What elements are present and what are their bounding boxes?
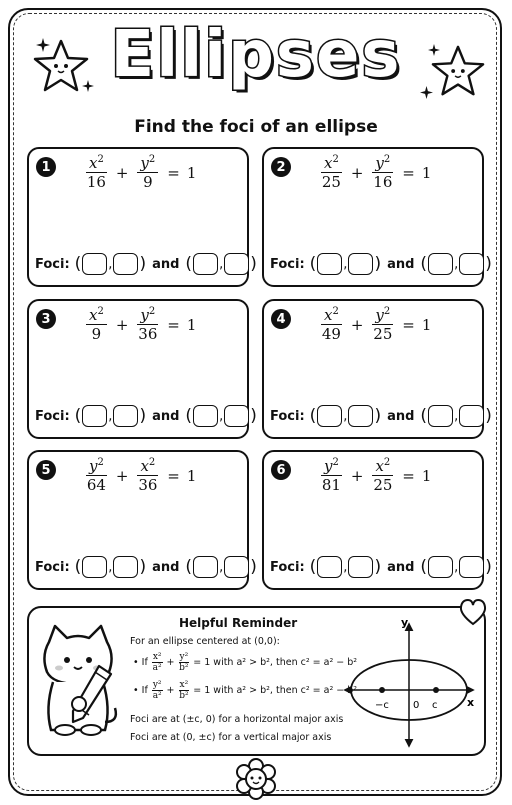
foci-label: Foci: <box>35 559 70 575</box>
problem-card <box>262 147 492 287</box>
answer-box[interactable] <box>82 253 107 275</box>
and-label: and <box>387 559 415 575</box>
answer-box[interactable] <box>224 556 249 578</box>
and-label: and <box>387 408 415 424</box>
fraction: $\frac{y^2}{9}$ <box>137 155 158 190</box>
answer-box[interactable] <box>113 556 138 578</box>
fraction: $\frac{x^2}{9}$ <box>86 307 107 342</box>
ellipse-equation: $\frac{x^2}{25}$ + $\frac{y^2}{16}$ = 1 <box>321 154 432 191</box>
page-title: Ellipses <box>110 18 402 92</box>
fraction: $\frac{y^2}{64}$ <box>86 457 106 494</box>
answer-box[interactable] <box>317 405 342 427</box>
fraction: $\frac{\text{x²}}{\text{b²}}$ <box>179 680 189 701</box>
problem-number: 2 <box>271 157 291 177</box>
equation-rhs: 1 <box>421 315 432 334</box>
and-label: and <box>152 256 180 272</box>
answer-box[interactable] <box>428 556 453 578</box>
fraction: $\frac{x^2}{16}$ <box>86 154 106 191</box>
foci-label: Foci: <box>270 408 305 424</box>
pencil-icon <box>69 664 113 726</box>
y-axis-label: y <box>401 616 409 629</box>
fraction: $\frac{x^2}{36}$ <box>138 457 158 494</box>
fraction: $\frac{y^2}{25}$ <box>373 306 393 343</box>
origin-label: 0 <box>413 700 420 711</box>
answer-box[interactable] <box>428 405 453 427</box>
ellipse-equation: $\frac{x^2}{16}$ + $\frac{y^2}{9}$ = 1 <box>86 154 197 191</box>
if-text: If <box>141 685 148 696</box>
reminder-rule-vertical: • If y² a² + $\frac{\text{x²}}{\text{b²}}$ = 1 with a² > b², then c² = a² − b² <box>133 680 358 701</box>
answer-box[interactable] <box>459 405 484 427</box>
fraction: $\frac{\text{y²}}{\text{b²}}$ <box>179 652 189 673</box>
fraction: x² a² <box>152 652 162 673</box>
reminder-title: Helpful Reminder <box>179 616 298 630</box>
foci-answer-row: Foci: ( , ) and ( , ) <box>35 557 257 577</box>
answer-box[interactable] <box>317 253 342 275</box>
equation-rhs: 1 <box>421 163 432 182</box>
foci-label: Foci: <box>35 256 70 272</box>
answer-box[interactable] <box>459 556 484 578</box>
ellipse-equation: $\frac{x^2}{49}$ + $\frac{y^2}{25}$ = 1 <box>321 306 432 343</box>
answer-box[interactable] <box>224 253 249 275</box>
fraction: $\frac{y^2}{81}$ <box>321 457 341 494</box>
problem-card <box>27 147 257 287</box>
page-subtitle: Find the foci of an ellipse <box>134 117 378 137</box>
and-label: and <box>152 559 180 575</box>
answer-box[interactable] <box>193 405 218 427</box>
problem-number: 3 <box>36 309 56 329</box>
fraction: $\frac{x^2}{25}$ <box>373 457 393 494</box>
rule-text: = 1 with a² > b², then c² = a² − b² <box>193 657 358 668</box>
problem-number: 1 <box>36 157 56 177</box>
foci-label: Foci: <box>270 559 305 575</box>
foci-answer-row: Foci: ( , ) and ( , ) <box>270 557 492 577</box>
helpful-reminder-box <box>27 606 486 756</box>
ellipse-equation: $\frac{y^2}{81}$ + $\frac{x^2}{25}$ = 1 <box>321 457 432 494</box>
rule-text: = 1 with a² > b², then c² = a² − b² <box>193 685 358 696</box>
foci-answer-row: Foci: ( , ) and ( , ) <box>35 406 257 426</box>
fraction: y² a² <box>152 680 162 701</box>
fraction: $\frac{x^2}{49}$ <box>321 306 341 343</box>
answer-box[interactable] <box>82 556 107 578</box>
and-label: and <box>152 408 180 424</box>
heart-icon <box>458 598 488 626</box>
reminder-intro: For an ellipse centered at (0,0): <box>130 636 280 647</box>
foci-label: Foci: <box>270 256 305 272</box>
answer-box[interactable] <box>348 405 373 427</box>
bullet: • <box>133 685 139 696</box>
equation-rhs: 1 <box>421 466 432 485</box>
problem-number: 5 <box>36 460 56 480</box>
answer-box[interactable] <box>348 253 373 275</box>
reminder-rule-horizontal: • If x² a² + $\frac{\text{y²}}{\text{b²}}$ = 1 with a² > b², then c² = a² − b² <box>133 652 358 673</box>
problem-number: 4 <box>271 309 291 329</box>
if-text: If <box>141 657 148 668</box>
problem-card <box>27 450 257 590</box>
answer-box[interactable] <box>348 556 373 578</box>
neg-c-label: −c <box>375 700 389 711</box>
fraction: $\frac{y^2}{16}$ <box>373 154 393 191</box>
answer-box[interactable] <box>428 253 453 275</box>
problem-card <box>262 450 492 590</box>
foci-answer-row: Foci: ( , ) and ( , ) <box>270 254 492 274</box>
foci-answer-row: Foci: ( , ) and ( , ) <box>270 406 492 426</box>
answer-box[interactable] <box>459 253 484 275</box>
and-label: and <box>387 256 415 272</box>
foci-answer-row: Foci: ( , ) and ( , ) <box>35 254 257 274</box>
answer-box[interactable] <box>224 405 249 427</box>
bullet: • <box>133 657 139 668</box>
problem-card <box>262 299 492 439</box>
equation-rhs: 1 <box>186 466 197 485</box>
reminder-vertical-foci: Foci are at (0, ±c) for a vertical major axis <box>130 732 332 743</box>
equation-rhs: 1 <box>186 163 197 182</box>
fraction: $\frac{y^2}{36}$ <box>138 306 158 343</box>
answer-box[interactable] <box>113 405 138 427</box>
ellipse-equation: $\frac{y^2}{64}$ + $\frac{x^2}{36}$ = 1 <box>86 457 197 494</box>
answer-box[interactable] <box>113 253 138 275</box>
x-axis-label: x <box>467 696 475 709</box>
ellipse-equation: $\frac{x^2}{9}$ + $\frac{y^2}{36}$ = 1 <box>84 307 196 342</box>
problem-number: 6 <box>271 460 291 480</box>
answer-box[interactable] <box>193 253 218 275</box>
answer-box[interactable] <box>317 556 342 578</box>
fraction: $\frac{x^2}{25}$ <box>321 154 341 191</box>
equation-rhs: 1 <box>186 315 197 334</box>
answer-box[interactable] <box>82 405 107 427</box>
c-label: c <box>432 700 438 711</box>
foci-label: Foci: <box>35 408 70 424</box>
reminder-horizontal-foci: Foci are at (±c, 0) for a horizontal major axis <box>130 714 344 725</box>
answer-box[interactable] <box>193 556 218 578</box>
ellipse-diagram <box>339 614 479 750</box>
problem-card <box>27 299 257 439</box>
flower-icon <box>228 758 284 802</box>
